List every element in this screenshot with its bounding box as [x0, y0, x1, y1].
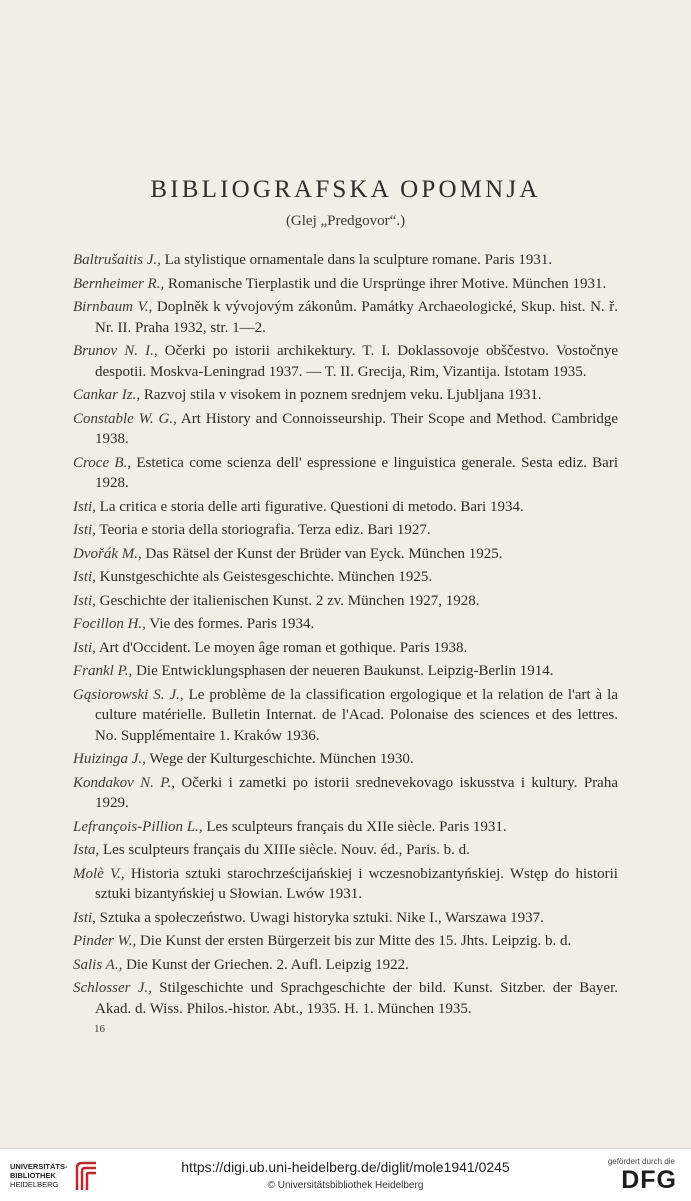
entry-text: Das Rätsel der Kunst der Brüder van Eyck. München 1925. — [141, 545, 503, 562]
bibliography-entry — [73, 385, 618, 406]
entry-text: La stylistique ornamentale dans la sculpture romane. Paris 1931. — [160, 252, 553, 268]
entry-text: Estetica come scienza dell' espressione e linguistica generale. Sesta ediz. Bari 1928. — [95, 454, 618, 491]
bibliography-entry — [73, 773, 618, 814]
entry-text: La critica e storia delle arti figurative. Questioni di metodo. Bari 1934. — [95, 498, 524, 515]
bibliography-entry — [73, 614, 618, 635]
entry-author: Focillon H., — [73, 616, 146, 632]
entry-author: Croce B., — [73, 454, 132, 471]
copyright-notice: © Universitätsbibliothek Heidelberg — [267, 1180, 424, 1191]
entry-text: Les sculpteurs français du XIIIe siècle. Nouv. éd., Paris. b. d. — [99, 842, 470, 858]
entry-author: Ista, — [73, 842, 100, 858]
footer-bar — [0, 1148, 691, 1201]
entry-text: Kunstgeschichte als Geistesgeschichte. München 1925. — [95, 569, 433, 585]
entry-author: Baltrušaitis J., — [73, 252, 161, 268]
bibliography-entry — [73, 908, 618, 929]
entry-text: Die Entwicklungsphasen der neueren Baukunst. Leipzig-Berlin 1914. — [132, 663, 554, 679]
entry-author: Bernheimer R., — [73, 275, 165, 292]
entry-author: Cankar Iz., — [73, 387, 141, 403]
entry-author: Isti, — [73, 909, 96, 926]
entry-text: Očerki i zametki po istorii srednevekovago iskusstva i kultury. Praha 1929. — [95, 774, 618, 811]
entry-text: Die Kunst der ersten Bürgerzeit bis zur Mitte des 15. Jhts. Leipzig. b. d. — [136, 933, 572, 949]
entry-author: Isti, — [73, 522, 96, 538]
bibliography-entry — [73, 297, 618, 338]
library-name-line2: BIBLIOTHEK — [10, 1171, 56, 1180]
entry-author: Isti, — [73, 498, 96, 515]
bibliography-entry — [73, 638, 618, 659]
bibliography-entry — [73, 341, 618, 382]
entry-author: Constable W. G., — [73, 410, 177, 427]
bibliography-entry — [73, 497, 618, 518]
page-title: BIBLIOGRAFSKA OPOMNJA — [150, 176, 541, 203]
entry-text: Teoria e storia della storiografia. Terza ediz. Bari 1927. — [95, 522, 431, 538]
bibliography-entry — [73, 864, 618, 905]
entry-text: Razvoj stila v visokem in poznem srednjem veku. Ljubljana 1931. — [140, 387, 542, 403]
bibliography-entry — [73, 749, 618, 770]
bibliography-entry — [73, 453, 618, 494]
entry-text: Očerki po istorii archikektury. T. I. Doklassovoje obščestvo. Vostočnye despotii. Moskva-Leningrad 1937. — T. II. Grecija, Rim, Vizantija. Istotam 1935. — [95, 343, 618, 380]
library-name-line3: HEIDELBERG — [10, 1180, 59, 1189]
entry-author: Gąsiorowski S. J., — [73, 686, 184, 703]
entry-author: Lefrançois-Pillion L., — [73, 818, 203, 835]
entry-author: Isti, — [73, 639, 96, 656]
entry-author: Isti, — [73, 592, 96, 609]
bibliography-entry — [73, 685, 618, 747]
entry-text: Wege der Kulturgeschichte. München 1930. — [145, 751, 414, 767]
entry-text: Vie des formes. Paris 1934. — [145, 616, 315, 632]
bibliography-entry — [73, 520, 618, 541]
bibliography-entry — [73, 931, 618, 952]
entry-text: Geschichte der italienischen Kunst. 2 zv. München 1927, 1928. — [95, 592, 480, 609]
bibliography-entry — [73, 978, 618, 1019]
entry-text: Doplněk k vývojovým zákonům. Památky Archaeologické, Skup. hist. N. ř. Nr. II. Praha 1932, str. 1—2. — [95, 299, 618, 336]
entry-text: Art History and Connoisseurship. Their Scope and Method. Cambridge 1938. — [95, 410, 619, 447]
entry-author: Salis A., — [73, 956, 123, 973]
bibliography-entry — [73, 591, 618, 612]
entry-author: Schlosser J., — [73, 980, 152, 996]
entry-text: Les sculpteurs français du XIIe siècle. Paris 1931. — [202, 818, 507, 835]
bibliography-entry — [73, 567, 618, 588]
permalink-url[interactable]: https://digi.ub.uni-heidelberg.de/diglit/mole1941/0245 — [181, 1159, 510, 1175]
entry-author: Brunov N. I., — [73, 343, 158, 359]
entry-text: Stilgeschichte und Sprachgeschichte der bild. Kunst. Sitzber. der Bayer. Akad. d. Wiss. Philos.-histor. Abt., 1935. H. 1. München 1935. — [95, 980, 619, 1017]
bibliography-entry — [73, 544, 618, 565]
bibliography-entry — [73, 250, 618, 271]
bibliography-entry — [73, 817, 618, 838]
entry-author: Isti, — [73, 569, 96, 585]
entry-author: Birnbaum V., — [73, 299, 153, 315]
bibliography-entry — [73, 274, 618, 295]
entry-author: Molè V., — [73, 865, 125, 882]
entry-author: Kondakov N. P., — [73, 774, 176, 791]
entry-text: Historia sztuki starochrześcijańskiej i wczesnobizantyńskiej. Wstęp do historii sztuki bizantyńskiej u Słowian. Lwów 1931. — [95, 865, 618, 902]
bibliography-entry — [73, 661, 618, 682]
entry-text: Le problème de la classification ergologique et la relation de l'art à la culture matérielle. Bulletin Internat. de l'Acad. Polonaise des sciences et des lettres. No. Supplémentaire 1. Kraków 1936. — [95, 686, 618, 744]
entry-author: Dvořák M., — [73, 545, 142, 562]
entry-author: Huizinga J., — [73, 751, 146, 767]
page-subtitle: (Glej „Predgovor“.) — [285, 213, 406, 229]
entry-author: Pinder W., — [73, 933, 137, 949]
bibliography-entry — [73, 409, 618, 450]
entry-text: Die Kunst der Griechen. 2. Aufl. Leipzig 1922. — [122, 956, 409, 973]
page-number: 16 — [94, 1023, 105, 1035]
bibliography-entry — [73, 840, 618, 861]
entry-text: Romanische Tierplastik und die Ursprünge ihrer Motive. München 1931. — [164, 275, 607, 292]
bibliography-list — [73, 250, 618, 1022]
entry-author: Frankl P., — [73, 663, 133, 679]
funding-label: gefördert durch die — [607, 1157, 675, 1166]
entry-text: Art d'Occident. Le moyen âge roman et gothique. Paris 1938. — [95, 639, 468, 656]
entry-text: Sztuka a społeczeństwo. Uwagi historyka sztuki. Nike I., Warszawa 1937. — [95, 909, 544, 926]
bibliography-entry — [73, 955, 618, 976]
library-name-line1: UNIVERSITÄTS- — [10, 1162, 68, 1171]
dfg-logo[interactable]: DFG — [621, 1166, 677, 1194]
